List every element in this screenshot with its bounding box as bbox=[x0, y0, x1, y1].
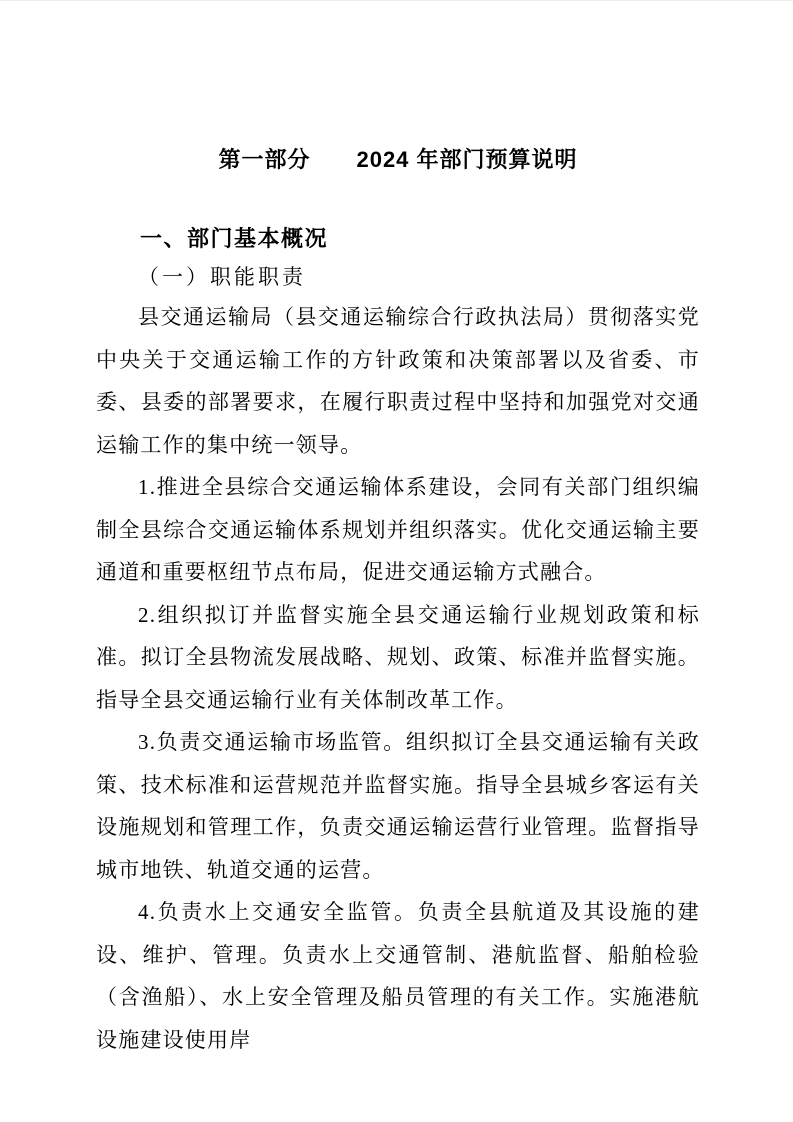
body-text-block bbox=[96, 296, 700, 1061]
body-paragraph: 1.推进全县综合交通运输体系建设，会同有关部门组织编制全县综合交通运输体系规划并组织落实。优化交通运输主要通道和重要枢纽节点布局，促进交通运输方式融合。 bbox=[96, 475, 700, 584]
section-heading: 一、部门基本概况 bbox=[140, 226, 329, 251]
body-paragraph: 2.组织拟订并监督实施全县交通运输行业规划政策和标准。拟订全县物流发展战略、规划、政策、标准并监督实施。指导全县交通运输行业有关体制改革工作。 bbox=[96, 602, 700, 712]
body-paragraph: 3.负责交通运输市场监管。组织拟订全县交通运输有关政策、技术标准和运营规范并监督实施。指导全县城乡客运有关设施规划和管理工作，负责交通运输运营行业管理。监督指导城市地铁、轨道交通的运营。 bbox=[96, 730, 700, 882]
document-title: 第一部分 2024 年部门预算说明 bbox=[218, 147, 578, 172]
body-paragraph: 4.负责水上交通安全监管。负责全县航道及其设施的建设、维护、管理。负责水上交通管制、港航监督、船舶检验（含渔船）、水上安全管理及船员管理的有关工作。实施港航设施建设使用岸 bbox=[96, 900, 700, 1052]
document-content bbox=[96, 1, 700, 1061]
body-paragraph: 县交通运输局（县交通运输综合行政执法局）贯彻落实党中央关于交通运输工作的方针政策和决策部署以及省委、市委、县委的部署要求，在履行职责过程中坚持和加强党对交通运输工作的集中统一领导。 bbox=[96, 305, 700, 457]
subsection-heading: （一）职能职责 bbox=[138, 265, 306, 289]
